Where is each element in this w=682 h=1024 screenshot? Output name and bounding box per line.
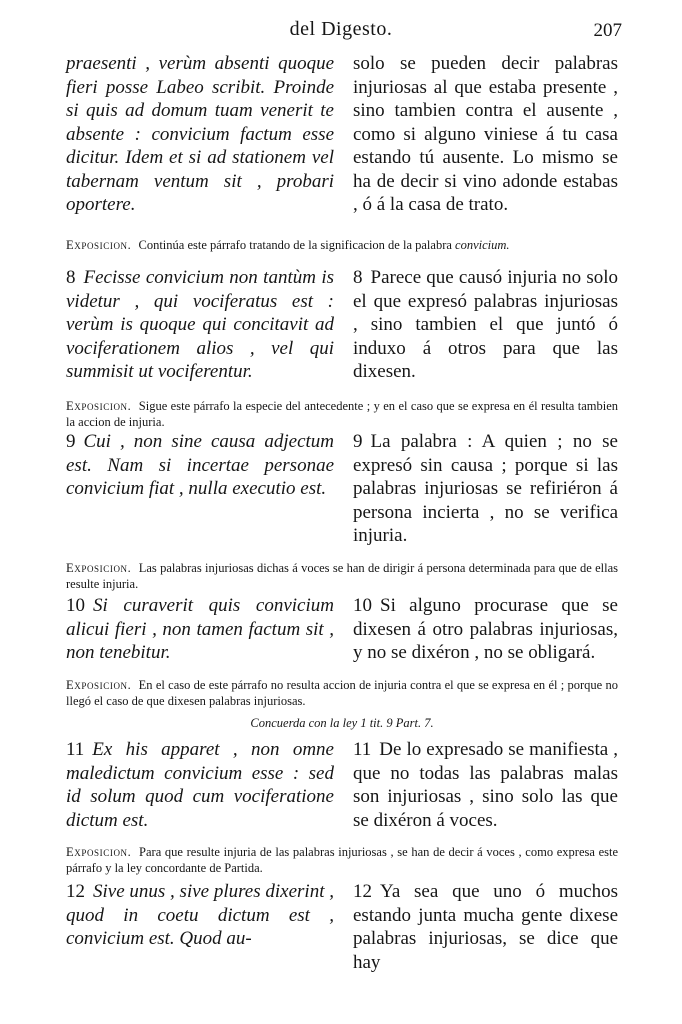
latin-text: [66, 430, 334, 548]
paragraph-number: 12: [353, 881, 372, 902]
spanish-body: Ya sea que uno ó muchos estando junta mucha gente dixese palabras injuriosas, se dice que hay: [353, 881, 618, 973]
paragraph-number: 11: [353, 739, 372, 760]
spanish-text: solo se pueden decir palabras injuriosas al que estaba presente , sino tambien contra el ausente , como si alguno viniese á tu casa estando tú ausente. Lo mismo se ha de decir si vino adonde estabas , ó á la casa de trato.: [353, 53, 618, 215]
spanish-body: La palabra : A quien ; no se expresó sin causa ; porque si las palabras injuriosas se refiriéron á persona incierta , no se verifica injuria.: [353, 431, 618, 546]
paragraph-number: 11: [66, 739, 85, 760]
latin-body: Si curaverit quis convicium alicui fieri , non tamen factum sit , non tenebitur.: [66, 595, 334, 663]
spanish-text: [353, 880, 618, 974]
paragraph-block: [66, 430, 618, 592]
exposition-label: Exposicion.: [66, 237, 132, 252]
paragraph-number: 12: [66, 881, 85, 902]
exposition-text: Continúa este párrafo tratando de la significacion de la palabra: [138, 237, 452, 252]
latin-body: Fecisse convicium non tantùm is videtur , qui vociferatus est : verùm is quoque qui concitavit ad vociferationem alios , vel qui summisit ut vociferentur.: [66, 267, 334, 382]
exposition-label: Exposicion.: [66, 560, 132, 575]
paragraph-number: 10: [66, 595, 85, 616]
exposition-label: Exposicion.: [66, 677, 132, 692]
paragraph-number: 9: [66, 431, 76, 452]
paragraph-block: [66, 52, 618, 253]
exposition-text: Las palabras injuriosas dichas á voces se han de dirigir á persona determinada para que de ellas resulte injuria.: [66, 560, 619, 591]
running-header: [60, 18, 622, 44]
latin-body: Cui , non sine causa adjectum est. Nam si incertae personae convicium fiat , nulla executio est.: [66, 431, 334, 499]
exposition: [66, 237, 618, 253]
latin-body: Sive unus , sive plures dixerint , quod in coetu dictum est , convicium est. Quod au-: [66, 881, 334, 949]
paragraph-block: [66, 594, 618, 709]
exposition-text: En el caso de este párrafo no resulta accion de injuria contra el que se expresa en él ; porque no llegó el caso de que dixesen palabras injuriosas.: [66, 677, 619, 708]
latin-body: Ex his apparet , non omne maledictum convicium esse : sed id solum quod cum vociferatione dictum est.: [66, 739, 334, 831]
exposition-italic-term: convicium.: [455, 237, 510, 252]
paragraph-number: 8: [66, 267, 76, 288]
exposition-text: Sigue este párrafo la especie del antecedente ; y en el caso que se expresa en él resulta tambien la accion de injuria.: [66, 398, 619, 429]
exposition-text: Para que resulte injuria de las palabras injuriosas , se han de decir á voces , como expresa este párrafo y la ley concordante de Partida.: [66, 845, 618, 875]
paragraph-number: 9: [353, 431, 363, 452]
exposition-label: Exposicion.: [66, 845, 132, 859]
latin-text: [66, 738, 334, 832]
exposition: [66, 560, 618, 592]
latin-text: [66, 594, 334, 665]
header-title: del Digesto.: [289, 18, 393, 40]
latin-text: [66, 266, 334, 384]
latin-text: [66, 880, 334, 974]
concordance-note: Concuerda con la ley 1 tit. 9 Part. 7.: [250, 716, 434, 730]
spanish-body: Si alguno procurase que se dixesen á otro palabras injuriosas, y no se dixéron , no se obligará.: [353, 595, 618, 663]
exposition: [66, 844, 618, 876]
paragraph-block: [66, 266, 618, 430]
spanish-text: [353, 594, 618, 665]
exposition-label: Exposicion.: [66, 398, 132, 413]
exposition: [66, 677, 618, 709]
spanish-text: [353, 430, 618, 548]
spanish-text: [353, 738, 618, 832]
paragraph-number: 10: [353, 595, 372, 616]
paragraph-number: 8: [353, 267, 363, 288]
spanish-text: [353, 266, 618, 384]
spanish-body: De lo expresado se manifiesta , que no todas las palabras malas son injuriosas , sino solo las que se dixéron á voces.: [353, 739, 618, 831]
exposition: [66, 398, 618, 430]
page-number: 207: [593, 20, 622, 41]
paragraph-block: [66, 880, 618, 974]
spanish-body: Parece que causó injuria no solo el que expresó palabras injuriosas , sino tambien el que juntó ó induxo á otros para que las dixesen.: [353, 267, 618, 382]
latin-text: praesenti , verùm absenti quoque fieri posse Labeo scribit. Proinde si quis ad domum tuam venerit te absente : convicium factum esse dicitur. Idem et si ad stationem vel tabernam ventum sit , probari oportere.: [66, 53, 334, 215]
paragraph-block: [66, 738, 618, 876]
